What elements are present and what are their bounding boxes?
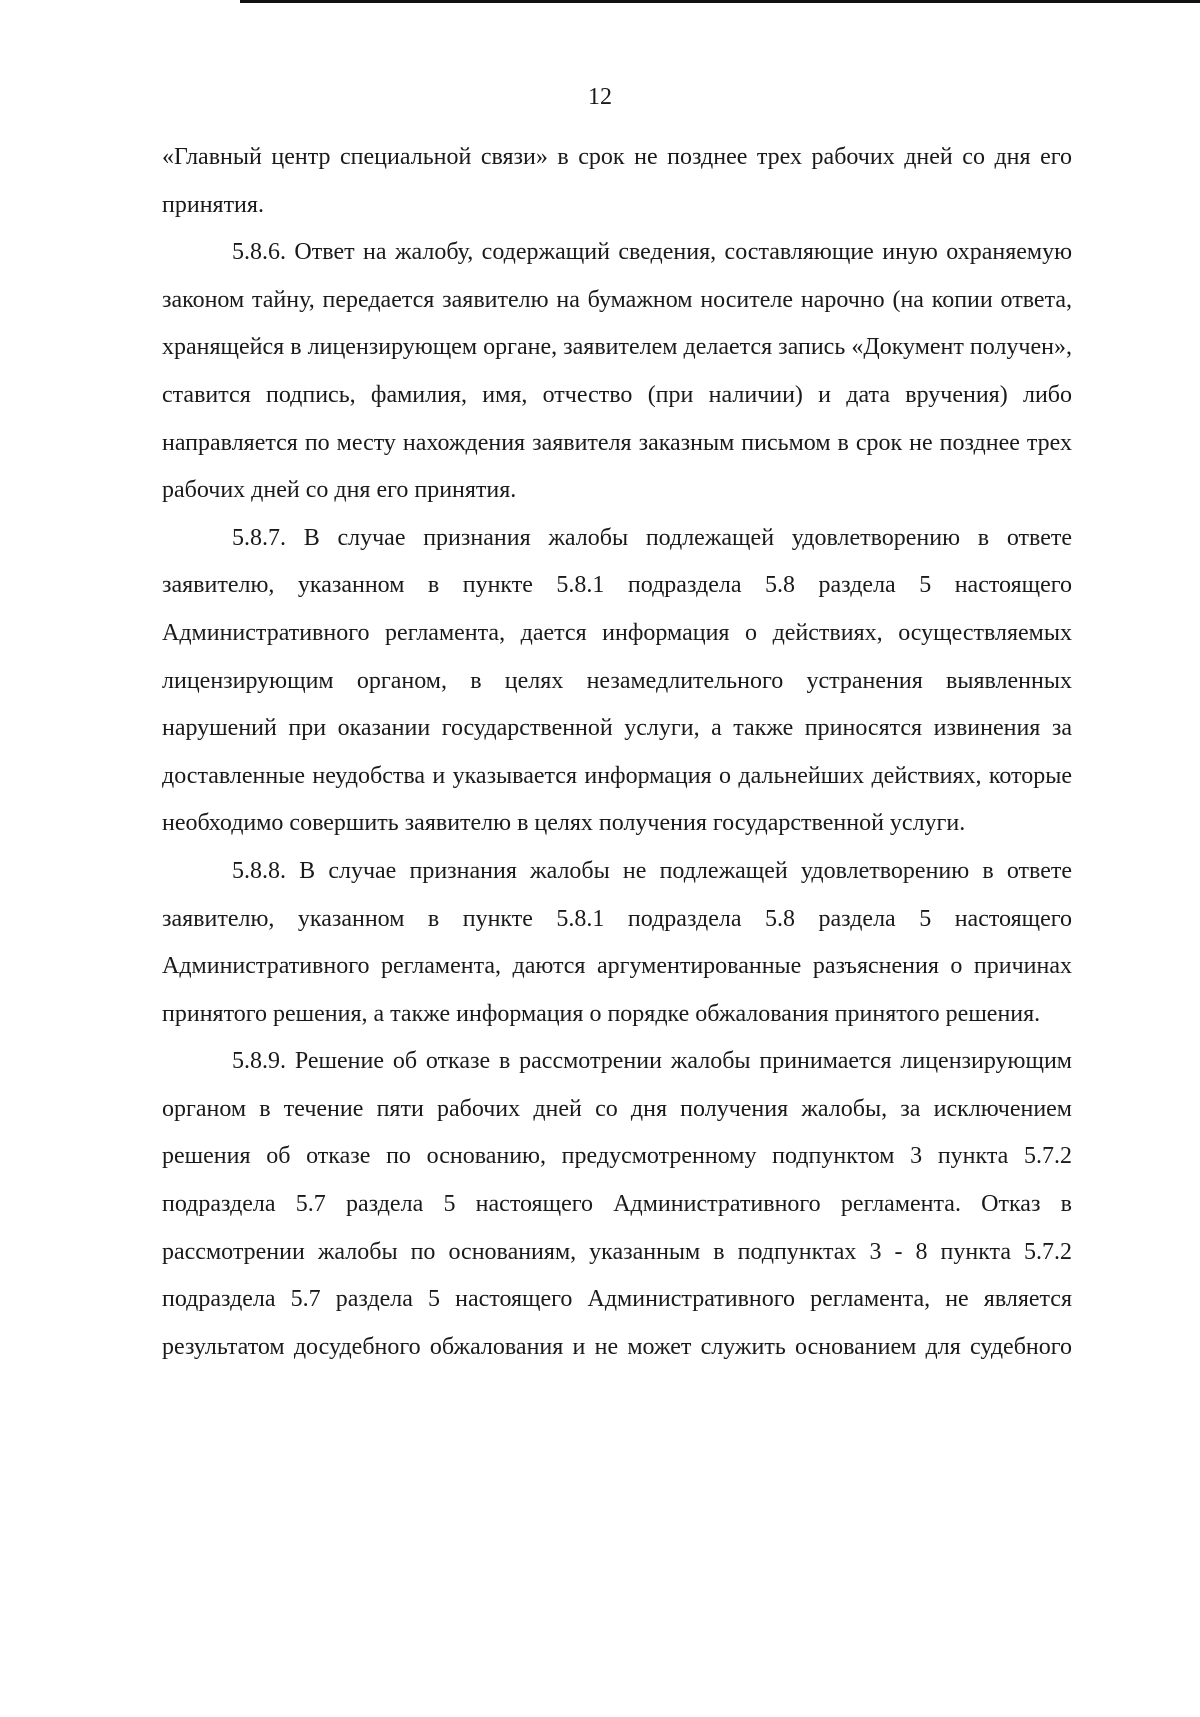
scan-top-edge-line xyxy=(240,0,1200,3)
paragraph-5-8-6: 5.8.6. Ответ на жалобу, содержащий сведения, составляющие иную охраняемую законом тайну, передается заявителю на бумажном носителе нарочно (на копии ответа, хранящейся в лицензирующем органе, заявителем делается запись «Документ получен», ставится подпись, фамилия, имя, отчество (при наличии) и дата вручения) либо направляется по месту нахождения заявителя заказным письмом в срок не позднее трех рабочих дней со дня его принятия. xyxy=(162,239,1072,504)
paragraph-continuation: «Главный центр специальной связи» в срок не позднее трех рабочих дней со дня его принятия. xyxy=(162,144,1072,218)
paragraph-5-8-9: 5.8.9. Решение об отказе в рассмотрении жалобы принимается лицензирующим органом в течение пяти рабочих дней со дня получения жалобы, за исключением решения об отказе по основанию, предусмотренному подпунктом 3 пункта 5.7.2 подраздела 5.7 раздела 5 настоящего Административного регламента. Отказ в рассмотрении жалобы по основаниям, указанным в подпунктах 3 - 8 пункта 5.7.2 подраздела 5.7 раздела 5 настоящего Административного регламента, не является результатом досудебного обжалования и не может служить основанием для судебного xyxy=(162,1048,1072,1360)
page-number: 12 xyxy=(588,84,612,110)
paragraph-5-8-8: 5.8.8. В случае признания жалобы не подлежащей удовлетворению в ответе заявителю, указанном в пункте 5.8.1 подраздела 5.8 раздела 5 настоящего Административного регламента, даются аргументированные разъяснения о причинах принятого решения, а также информация о порядке обжалования принятого решения. xyxy=(162,857,1072,1027)
document-body xyxy=(162,134,1072,1371)
paragraph-5-8-7: 5.8.7. В случае признания жалобы подлежащей удовлетворению в ответе заявителю, указанном в пункте 5.8.1 подраздела 5.8 раздела 5 настоящего Административного регламента, дается информация о действиях, осуществляемых лицензирующим органом, в целях незамедлительного устранения выявленных нарушений при оказании государственной услуги, а также приносятся извинения за доставленные неудобства и указывается информация о дальнейших действиях, которые необходимо совершить заявителю в целях получения государственной услуги. xyxy=(162,524,1072,837)
